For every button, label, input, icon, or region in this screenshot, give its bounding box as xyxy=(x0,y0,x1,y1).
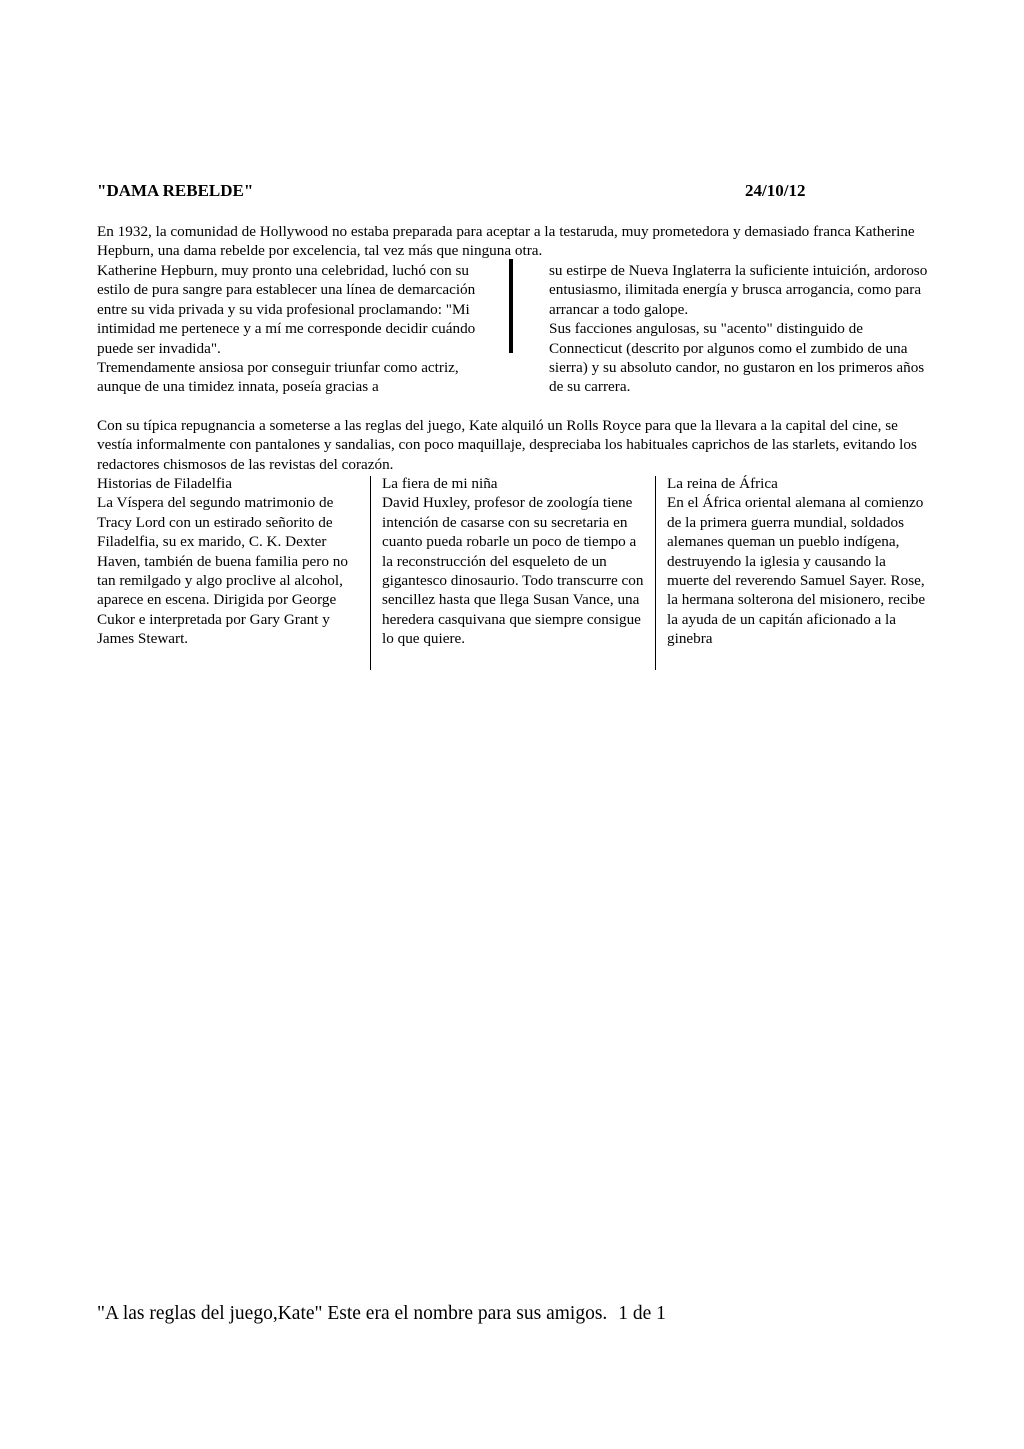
right-column-paragraph-1: su estirpe de Nueva Inglaterra la suficiente intuición, ardoroso entusiasmo, ilimitada energía y brusca arrogancia, como para arrancar a todo galope. xyxy=(549,262,928,318)
film-column-divider xyxy=(655,476,656,670)
left-column-paragraph-1: Katherine Hepburn, muy pronto una celebridad, luchó con su estilo de pura sangre para establecer una línea de demarcación entre su vida privada y su vida profesional proclamando: "Mi intimidad me pertenece y a mí me corresponde decidir cuándo puede ser invadida". xyxy=(97,262,476,357)
right-column-paragraph-2: Sus facciones angulosas, su "acento" distinguido de Connecticut (descrito por algunos como el zumbido de una sierra) y su absoluto candor, no gustaron en los primeros años de su carrera. xyxy=(549,320,925,396)
document-title: "DAMA REBELDE" xyxy=(97,181,254,200)
film-column-philadelphia xyxy=(97,474,359,670)
right-column xyxy=(549,261,939,397)
film-synopsis: En el África oriental alemana al comienzo de la primera guerra mundial, soldados alemanes queman un pueblo indígena, destruyendo la iglesia y causando la muerte del reverendo Samuel Sayer. Rose, la hermana solterona del misionero, recibe la ayuda de un capitán aficionado a la ginebra xyxy=(667,494,926,648)
films-section xyxy=(97,474,937,672)
document-date: 24/10/12 xyxy=(745,181,806,200)
full-width-paragraph: Con su típica repugnancia a someterse a las reglas del juego, Kate alquiló un Rolls Royce para que la llevara a la capital del cine, se vestía informalmente con pantalones y sandalias, con poco maquillaje, despreciaba los habituales caprichos de las starlets, evitando los redactores chismosos de las revistas del corazón. xyxy=(97,417,917,473)
film-title: La fiera de mi niña xyxy=(382,475,498,492)
film-title: La reina de África xyxy=(667,475,778,492)
film-synopsis: La Víspera del segundo matrimonio de Tracy Lord con un estirado señorito de Filadelfia, su ex marido, C. K. Dexter Haven, también de buena familia pero no tan remilgado y algo proclive al alcohol, aparece en escena. Dirigida por George Cukor e interpretada por Gary Grant y James Stewart. xyxy=(97,494,348,648)
column-separator-bar xyxy=(509,259,513,353)
film-synopsis: David Huxley, profesor de zoología tiene intención de casarse con su secretaria en cuanto pueda robarle un poco de tiempo a la reconstrucción del esqueleto de un gigantesco dinosaurio. Todo transcurre con sencillez hasta que llega Susan Vance, una heredera casquivana que siempre consigue lo que quiere. xyxy=(382,494,644,648)
page-footer xyxy=(97,1302,666,1326)
film-column-african-queen xyxy=(667,474,929,670)
film-column-bringing-up-baby xyxy=(382,474,644,670)
intro-paragraph: En 1932, la comunidad de Hollywood no estaba preparada para aceptar a la testaruda, muy prometedora y demasiado franca Katherine Hepburn, una dama rebelde por excelencia, tal vez más que ninguna otra. xyxy=(97,223,915,260)
film-column-divider xyxy=(370,476,371,670)
footer-text: "A las reglas del juego,Kate" Este era el nombre para sus amigos. xyxy=(97,1303,608,1324)
left-column-paragraph-2: Tremendamente ansiosa por conseguir triunfar como actriz, aunque de una timidez innata, poseía gracias a xyxy=(97,359,459,396)
left-column xyxy=(97,261,477,397)
page-number: 1 de 1 xyxy=(618,1303,666,1324)
film-title: Historias de Filadelfia xyxy=(97,475,232,492)
